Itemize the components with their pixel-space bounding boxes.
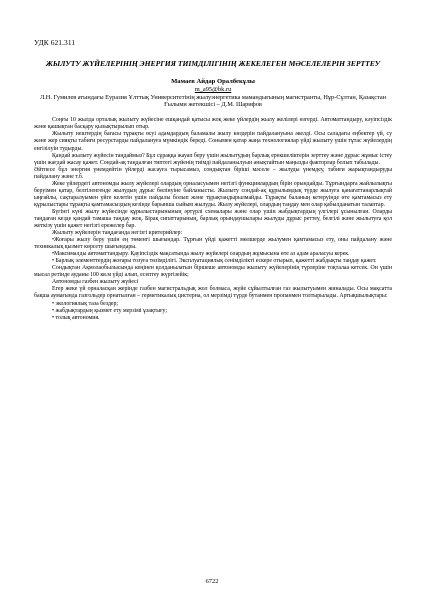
author-affiliation: Л.Н. Гумилев атындағы Еуразия Ұлттық Университетінің жылуэнергетика мамандығының магистранты, Нұр-Сұлтан, Қазақстан (39, 93, 387, 101)
paragraph: Қандай жылыту жүйесін таңдаймыз? Бұл сұраққа жауап беру үшін жылытудың барлық ерекшеліктерін зерттеу және дұрыс жұмыс істеу үшін жағдай жасау қажет. Сондай-ақ таңдалған типтегі жүйенің тиімді пайдаланылуын анықтайтын маңызды факторлар болып табылады. (34, 152, 392, 166)
scientific-advisor: Ғылыми жетекшісі – Д.М. Шарифов (164, 100, 262, 108)
section-heading: Автономды газбен жылыту жүйесі (52, 279, 139, 286)
advantage-item: • толық автономия. (52, 314, 100, 321)
paper-body (34, 117, 392, 321)
page-number: 6722 (205, 578, 219, 585)
paragraph: Әйтпесе бұл энергия үнемдейтін үйлерді жасауға тырысамыз, сондықтан біріші мәселе – жылуды үнемдеу, табиғи жарықтандыруды пайдалану және т.б. (34, 166, 392, 180)
paragraph: Жылыту нештердің бағасы тұрақты өсуі адамдардың баламалы жылу көздерін пайдалануына әкелді. Осы саладағы еңбектер үй, су және жер сияқты табиғи ресурстарды пайдалануға мүмкіндік береді. Сонымен қатар жаңа технологиялар үйді жылыту үшін тұтас жүйелердің енгізілуін тудырды. (34, 131, 392, 152)
advantage-item: • экологиялық таза бездер; (52, 300, 119, 307)
author-email: m_a95@bk.ru (194, 86, 232, 93)
paper-page (34, 38, 392, 322)
criteria-item: • Барлық элементтердің жоғары тозуға төзімділігі. Эксплуатациялық сенімділікті ескере отырып, қажетті жабдықты таңдау қажет. (52, 258, 377, 265)
paper-title: ЖЫЛУТУ ЖҮЙЕЛЕРІНІҢ ЭНЕРГИЯ ТИІМДІЛІГІНІҢ ЖЕКЕЛЕГЕН МӘСЕЛЕЛЕРІН ЗЕРТТЕУ (45, 59, 381, 68)
paragraph: Бүгінгі күні жылу жүйесінде құрылыстарынының әртүрлі схемалары және олар үшін жабдықтардың үлгілері ұсынылған. Оларды таңдаған кезде қандай тамаша таңдау жоқ. Бірақ сипаттарының, барлық орындаушылары жылуды дұрыс реттеу, белгілі және жылытуға қол жеткізу үшін қажет негізгі ережелер бар. (34, 208, 392, 230)
paragraph: Соңғы 10 жылда орталық жылыту жүйесіне ешқандай қатысы жоқ жеке үйлердің жылу желілері өзгерді. Автоматтандыру, кәуіпсіздік және қашықтан басқару қызықтырылып отыр. (34, 117, 392, 131)
criteria-item: •Максималды автоматтандыру. Қауіпсіздік мақсатында жылу жүйелері олардың жұмысына өте аз адам араласуы керек. (52, 251, 350, 258)
criteria-item: •Жоғары жылу беру үшін ең төменгі шығындар. Тұрғын үйді қажетті мөлшерде жылумен қамтамасыз ету, оны пайдалану және техникалық қызмет көрсету шығындары. (34, 237, 392, 251)
paragraph: Егер жеке үй орналасқан жерінде газбен магистральдық жол болмаса, жүйе сұйылтылған газ жылытуымен жиналады. Осы мақсатта бақша аумағында газгольдер орнатылған – герметикалық цистерна, ол мерзімді түрде бутанмен пропанмен толтырылады. Артықшылықтары: (34, 286, 392, 300)
advantage-item: • жабдықтардың қызмет ету мерзімі ұзақтығу; (52, 307, 168, 314)
udc-code: УДК 621.311 (34, 38, 76, 47)
paragraph: Жеке үйлердегі автономды жылу жүйелері олардың орналасуымен негізгі функциялардың бірін орындайды. Тұрғындарға жайлылықты беруімен қатар, белгіленгенде жылудың дұрыс бөлінуіне байланысты. Жылыту сондай-ақ құрылымдық түрде жылуға қанағаттанарлықтай ыңғайлы, сақтаралуымен үйге келетін үшін пайдалы болып және тұрақтандырылмайды. Тұрақты баланың кетеруінде өте қамтамасыз ету құрылыстары тұрақты қамтамасыздың кезінде барынша сыйым жылуды. Жылу жүйелері, олардың таңдау мен олар қабылданатын талаптар. (34, 180, 392, 208)
author-name: Мамаев Айдар Оралбекұлы (171, 78, 255, 85)
paragraph: Сондықтан Ақмолаобылысында кеңінен қолданылатын біршеше автономды жылыту жүйелерінің түрлеріне тоқталаа кетсек. Он үшін мысал ретінде ауданы 100 кв.м үйді алып, есептеу жүргізейік; (34, 265, 392, 279)
paragraph: Жылыту жүйелерін таңдағанда негізгі критерийлер: (52, 230, 183, 237)
